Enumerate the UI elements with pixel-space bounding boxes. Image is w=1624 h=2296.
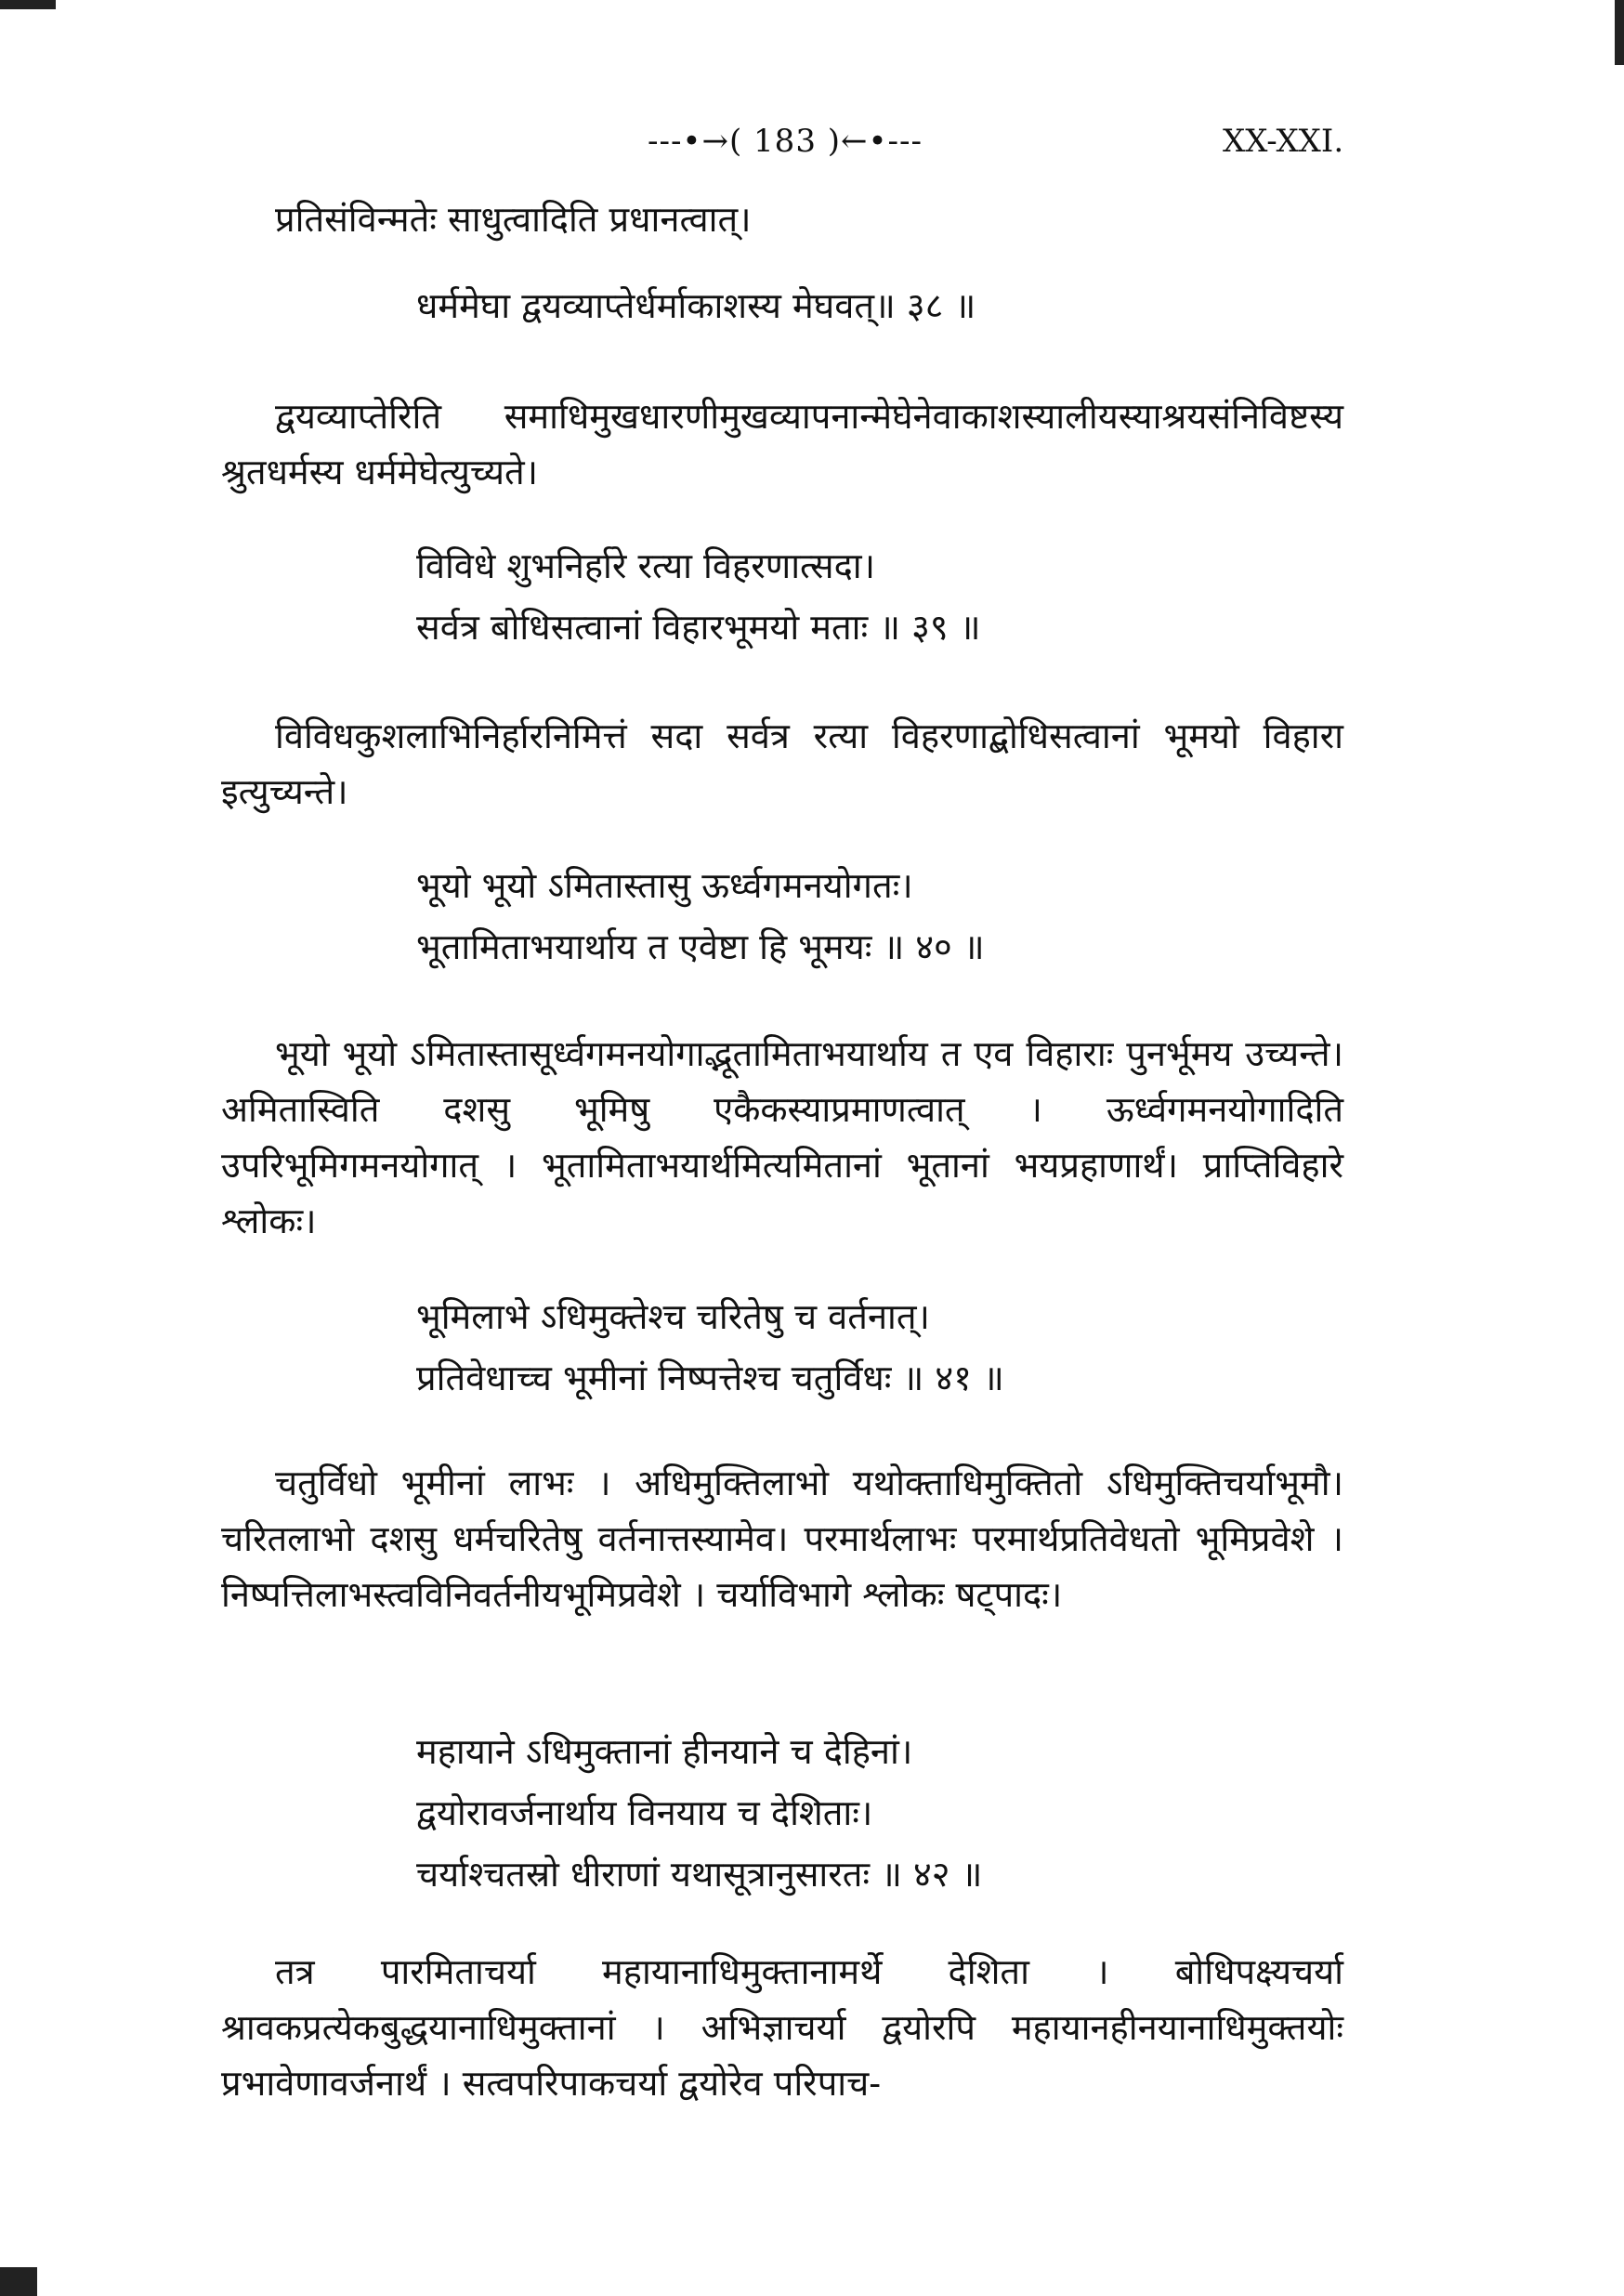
prose-paragraph-2: द्वयव्याप्तेरिति समाधिमुखधारणीमुखव्यापनान्मेघेनेवाकाशस्यालीयस्याश्रयसंनिविष्टस्य श्रुतधर्मस्य धर्ममेघेत्युच्यते।	[221, 396, 1343, 492]
scan-edge-mark	[1615, 0, 1624, 65]
page-number: ---•→( 183 )←•---	[647, 123, 923, 160]
scan-edge-mark	[0, 2267, 37, 2296]
verse-line: द्वयोरावर्जनार्थाय विनयाय च देशिताः।	[416, 1792, 873, 1833]
verse-42	[416, 1721, 1345, 1905]
verse-line: भूतामिताभयार्थाय त एवेष्टा हि भूमयः ॥ ४० ॥	[416, 926, 985, 967]
prose-paragraph-5: चतुर्विधो भूमीनां लाभः । अधिमुक्तिलाभो यथोक्ताधिमुक्तितो ऽधिमुक्तिचर्याभूमौ। चरितलाभो दशसु धर्मचरितेषु वर्तनात्तस्यामेव। परमार्थलाभः परमार्थप्रतिवेधतो भूमिप्रवेशे । निष्पत्तिलाभस्त्वविनिवर्तनीयभूमिप्रवेशे । चर्याविभागे श्लोकः षट्पादः।	[221, 1463, 1343, 1615]
verse-39	[416, 535, 1345, 658]
verse-40	[416, 855, 1345, 977]
running-header	[0, 123, 1624, 169]
verse-line: सर्वत्र बोधिसत्वानां विहारभूमयो मताः ॥ ३९ ॥	[416, 607, 981, 648]
verse-38	[416, 275, 1345, 336]
verse-line: प्रतिवेधाच्च भूमीनां निष्पत्तेश्च चतुर्विधः ॥ ४१ ॥	[416, 1358, 1004, 1398]
verse-41	[416, 1286, 1345, 1409]
scan-edge-mark	[0, 0, 56, 9]
verse-line: चर्याश्चतस्रो धीराणां यथासूत्रानुसारतः ॥ ४२ ॥	[416, 1854, 983, 1895]
prose-paragraph-4: भूयो भूयो ऽमितास्तासूर्ध्वगमनयोगाद्भूतामिताभयार्थाय त एव विहाराः पुनर्भूमय उच्यन्ते। अमितास्विति दशसु भूमिषु एकैकस्याप्रमाणत्वात् । ऊर्ध्वगमनयोगादिति उपरिभूमिगमनयोगात् । भूतामिताभयार्थमित्यमितानां भूतानां भयप्रहाणार्थं। प्राप्तिविहारे श्लोकः।	[221, 1033, 1343, 1241]
chapter-label: XX-XXI.	[1223, 123, 1344, 160]
prose-paragraph-6: तत्र पारमिताचर्या महायानाधिमुक्तानामर्थे देशिता । बोधिपक्ष्यचर्या श्रावकप्रत्येकबुद्धयानाधिमुक्तानां । अभिज्ञाचर्या द्वयोरपि महायानहीनयानाधिमुक्तयोः प्रभावेणावर्जनार्थं । सत्वपरिपाकचर्या द्वयोरेव परिपाच-	[221, 1951, 1343, 2104]
verse-line: महायाने ऽधिमुक्तानां हीनयाने च देहिनां।	[416, 1731, 913, 1772]
verse-line: भूयो भूयो ऽमितास्तासु ऊर्ध्वगमनयोगतः।	[416, 865, 913, 906]
verse-line: विविधे शुभनिर्हारे रत्या विहरणात्सदा।	[416, 545, 876, 586]
prose-paragraph-3: विविधकुशलाभिनिर्हारनिमित्तं सदा सर्वत्र रत्या विहरणाद्बोधिसत्वानां भूमयो विहारा इत्युच्यन्ते।	[221, 715, 1343, 812]
verse-line: धर्ममेघा द्वयव्याप्तेर्धर्माकाशस्य मेघवत्॥ ३८ ॥	[416, 285, 976, 326]
prose-paragraph-1: प्रतिसंविन्मतेः साधुत्वादिति प्रधानत्वात्।	[275, 199, 752, 240]
verse-line: भूमिलाभे ऽधिमुक्तेश्च चरितेषु च वर्तनात्।	[416, 1296, 930, 1337]
